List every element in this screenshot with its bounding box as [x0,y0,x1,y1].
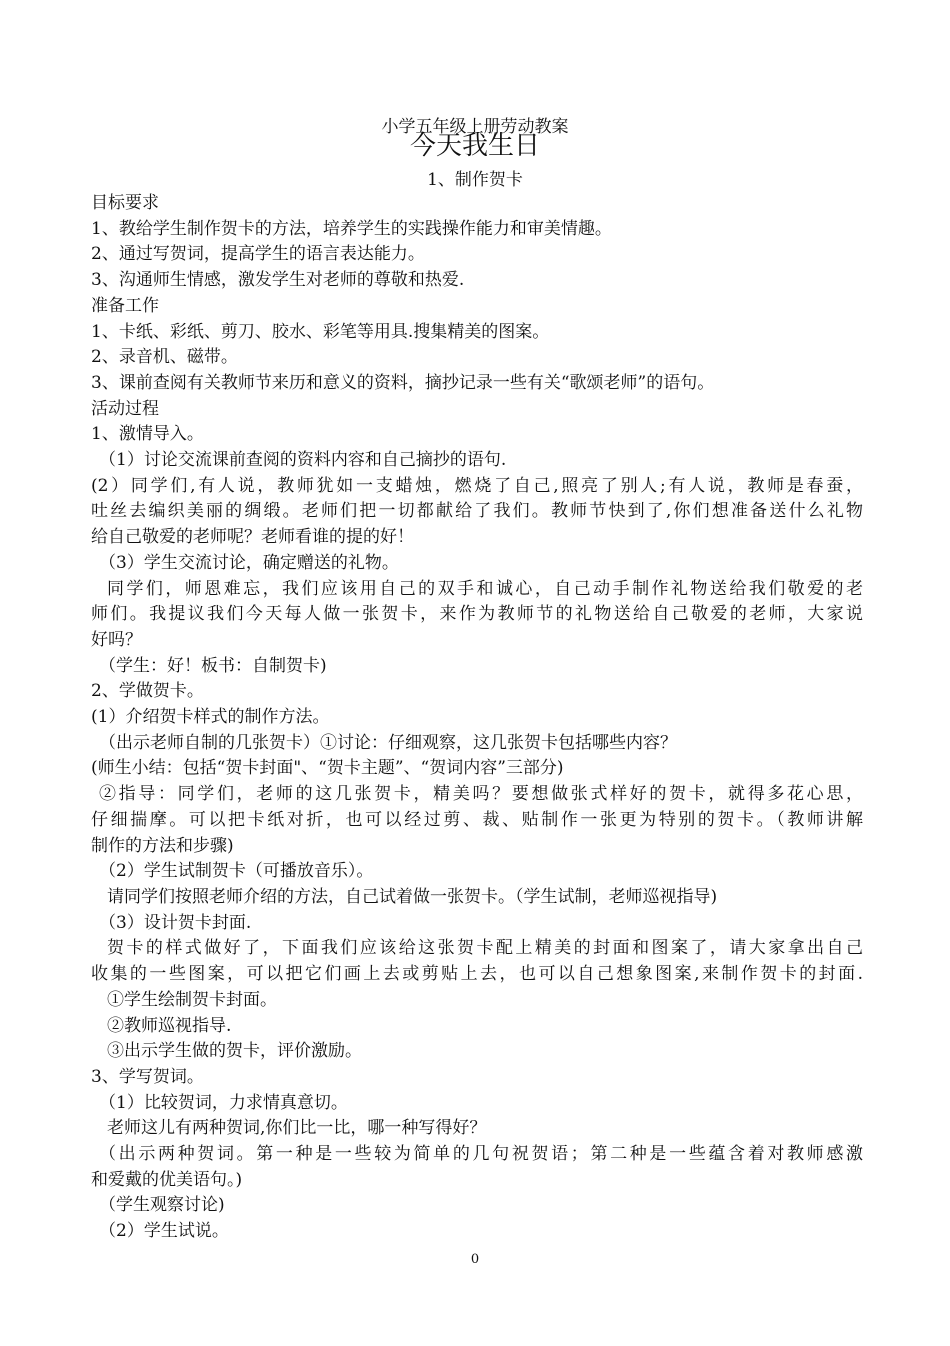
text-line: 制作的方法和步骤) [91,835,234,856]
prep-item-1: 1、卡纸、彩纸、剪刀、胶水、彩笔等用具.搜集精美的图案。 [91,321,550,342]
text-line: ①学生绘制贺卡封面。 [107,989,277,1010]
text-line: ②指导：同学们，老师的这几张贺卡，精美吗？要想做张式样好的贺卡，就得多花心思， [99,784,863,805]
heading-preparation: 准备工作 [91,295,159,316]
text-line: 和爱戴的优美语句。) [91,1169,243,1190]
text-line: （出示两种贺词。第一种是一些较为简单的几句祝贺语；第二种是一些蕴含着对教师感激 [99,1144,863,1165]
text-line: （1）比较贺词，力求情真意切。 [99,1092,348,1113]
step-2-heading: 2、学做贺卡。 [91,681,204,702]
step-1-heading: 1、激情导入。 [91,424,204,445]
document-header: 小学五年级上册劳动教案 [381,117,569,137]
text-line: 给自己敬爱的老师呢？老师看谁的提的好！ [91,527,414,548]
goal-item-2: 2、通过写贺词，提高学生的语言表达能力。 [91,244,425,265]
text-line: ②教师巡视指导. [107,1015,232,1036]
text-line: 仔细揣摩。可以把卡纸对折，也可以经过剪、裁、贴制作一张更为特别的贺卡。（教师讲解 [91,809,863,830]
goal-item-3: 3、沟通师生情感，激发学生对老师的尊敬和热爱. [91,270,465,291]
text-line: （学生：好！板书：自制贺卡) [99,655,327,676]
text-line: （学生观察讨论) [99,1195,225,1216]
goal-item-1: 1、教给学生制作贺卡的方法，培养学生的实践操作能力和审美情趣。 [91,218,612,239]
text-line: 吐丝去编织美丽的绸缎。老师们把一切都献给了我们。教师节快到了,你们想准备送什么礼物 [91,501,863,522]
text-line: ③出示学生做的贺卡，评价激励。 [107,1041,362,1062]
section-title: 1、制作贺卡 [427,170,523,190]
text-line: (1）介绍贺卡样式的制作方法。 [91,707,330,728]
document-title: 今天我生日 [409,131,540,161]
text-line: （3）设计贺卡封面. [99,912,252,933]
document-body [91,191,863,1245]
text-line: 好吗？ [91,629,142,650]
text-line: 师们。我提议我们今天每人做一张贺卡，来作为教师节的礼物送给自己敬爱的老师，大家说 [91,604,863,625]
text-line: (师生小结：包括“贺卡封面"、“贺卡主题”、“贺词内容”三部分) [91,758,564,779]
text-line: （2）学生试说。 [99,1221,229,1242]
step-3-heading: 3、学写贺词。 [91,1066,204,1087]
text-line: （2）学生试制贺卡（可播放音乐）。 [99,861,374,882]
text-line: 贺卡的样式做好了，下面我们应该给这张贺卡配上精美的封面和图案了，请大家拿出自己 [107,938,863,959]
prep-item-3: 3、课前查阅有关教师节来历和意义的资料，摘抄记录一些有关“歌颂老师”的语句。 [91,372,715,393]
prep-item-2: 2、录音机、磁带。 [91,347,238,368]
text-line: 同学们，师恩难忘，我们应该用自己的双手和诚心，自己动手制作礼物送给我们敬爱的老 [107,578,863,599]
text-line: （出示老师自制的几张贺卡）①讨论：仔细观察，这几张贺卡包括哪些内容？ [99,732,677,753]
text-line: （3）学生交流讨论，确定赠送的礼物。 [99,552,399,573]
text-line: （1）讨论交流课前查阅的资料内容和自己摘抄的语句. [99,450,507,471]
text-line: (2）同学们,有人说，教师犹如一支蜡烛，燃烧了自己,照亮了别人;有人说，教师是春蚕， [91,475,863,496]
heading-goals: 目标要求 [91,193,159,213]
text-line: 老师这儿有两种贺词,你们比一比，哪一种写得好？ [107,1118,487,1139]
heading-process: 活动过程 [91,398,159,419]
text-line: 收集的一些图案，可以把它们画上去或剪贴上去，也可以自己想象图案,来制作贺卡的封面. [91,964,863,985]
text-line: 请同学们按照老师介绍的方法，自己试着做一张贺卡。（学生试制，老师巡视指导) [107,886,718,907]
page-number: 0 [470,1252,480,1267]
